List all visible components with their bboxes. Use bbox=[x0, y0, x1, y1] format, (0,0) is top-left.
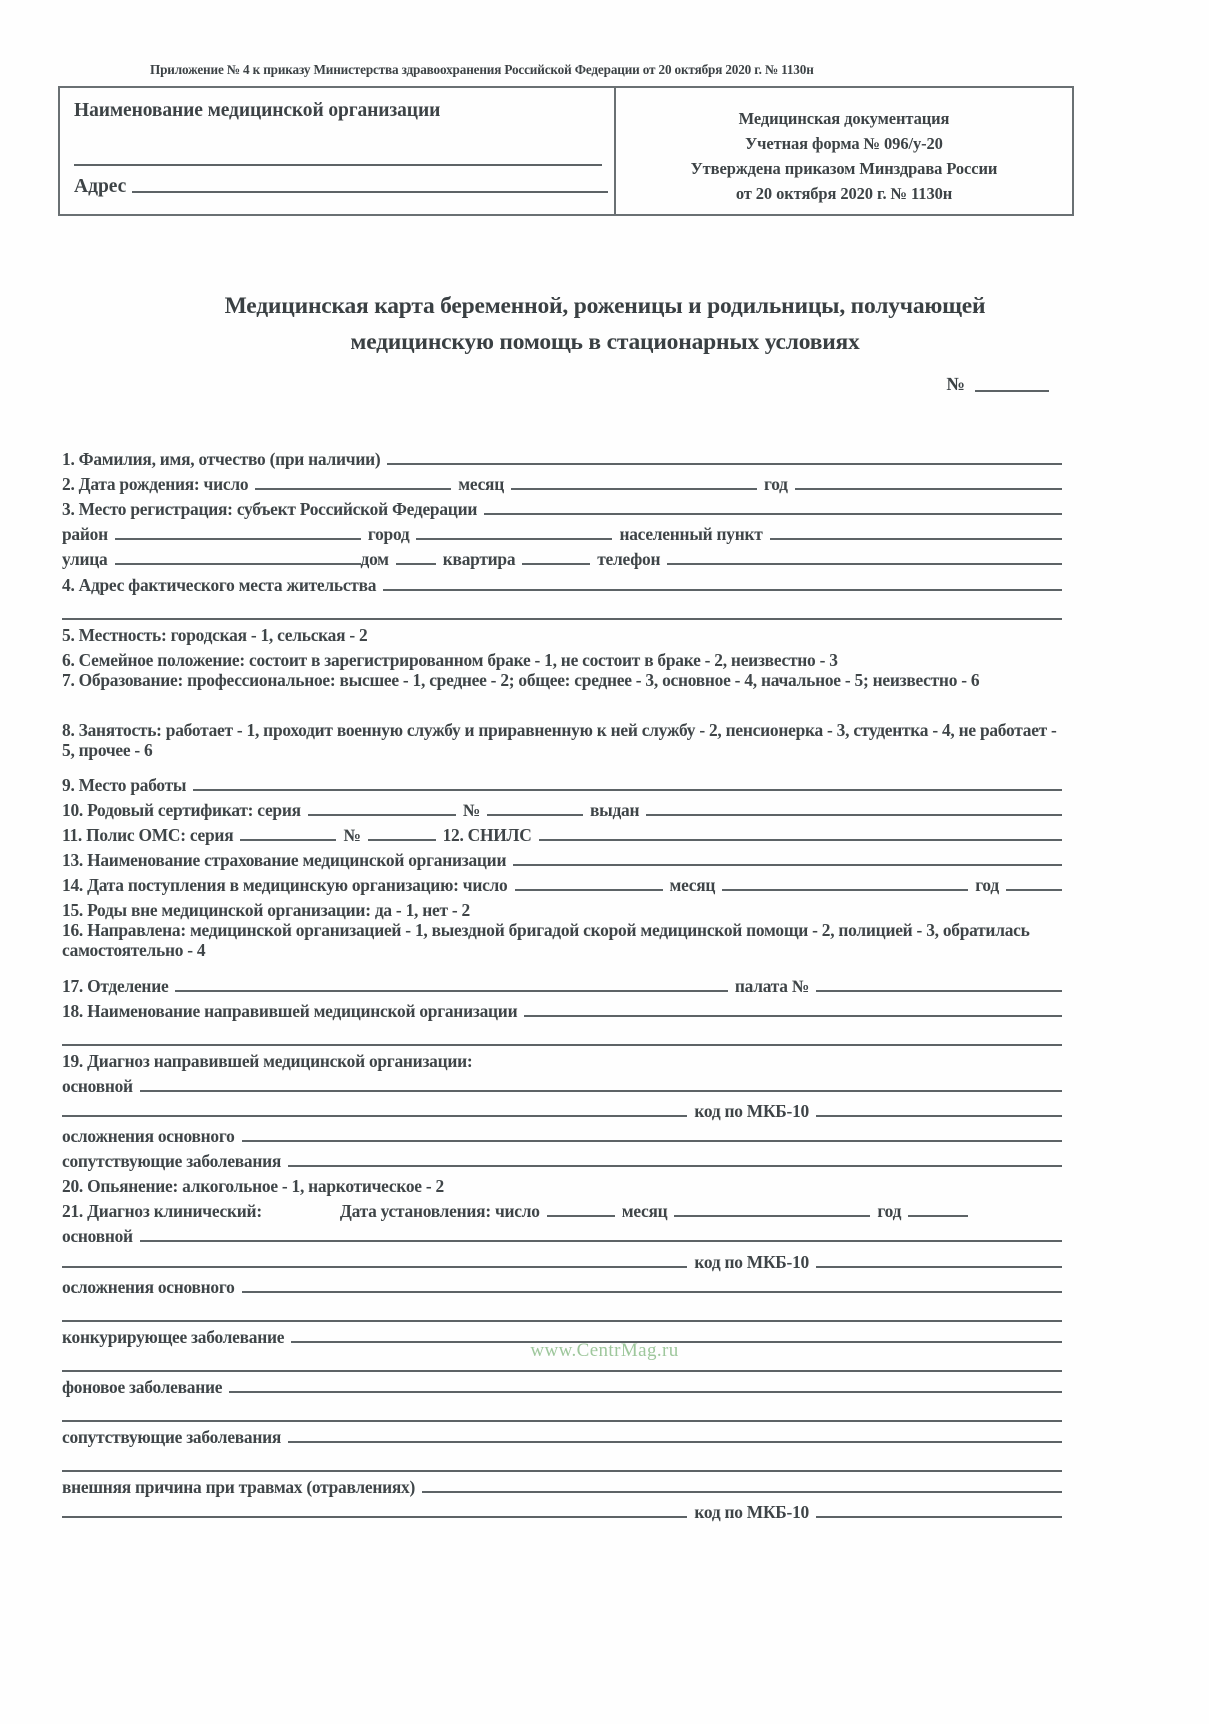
address-fill[interactable] bbox=[132, 190, 608, 193]
field-workplace-fill[interactable] bbox=[193, 774, 1062, 791]
field-clinical-complications-fill[interactable] bbox=[242, 1276, 1062, 1293]
field-city-fill[interactable] bbox=[416, 523, 612, 540]
field-clinical-diagnosis bbox=[62, 1196, 1062, 1221]
field-admission-year-label: год bbox=[975, 875, 999, 896]
field-external-cause-fill-2[interactable] bbox=[62, 1501, 687, 1518]
field-clinical-day-fill[interactable] bbox=[547, 1200, 615, 1217]
field-external-cause bbox=[62, 1472, 1062, 1497]
field-phone-label: телефон bbox=[597, 549, 661, 570]
field-referral-complications bbox=[62, 1121, 1062, 1146]
field-competing-disease-line2 bbox=[62, 1347, 1062, 1372]
field-education bbox=[62, 670, 1062, 720]
field-referral-main-label: основной bbox=[62, 1075, 133, 1096]
header-table bbox=[58, 86, 1074, 216]
field-ward-label: палата № bbox=[734, 975, 809, 996]
document-title bbox=[60, 288, 1150, 360]
field-actual-address-label: 4. Адрес фактического места жительства bbox=[62, 574, 377, 595]
field-oms-number-fill[interactable] bbox=[368, 824, 436, 841]
field-workplace bbox=[62, 770, 1062, 795]
approved-by-label: Утверждена приказом Минздрава России bbox=[690, 159, 998, 178]
field-competing-disease-fill-2[interactable] bbox=[62, 1370, 1062, 1372]
field-settlement-fill[interactable] bbox=[770, 523, 1062, 540]
field-registration-street bbox=[62, 544, 1062, 569]
field-clinical-diagnosis-label: 21. Диагноз клинический: bbox=[62, 1201, 262, 1222]
field-clinical-icd-fill[interactable] bbox=[816, 1251, 1062, 1268]
document-title-line-2: медицинскую помощь в стационарных условиях bbox=[350, 329, 860, 355]
field-district-label: район bbox=[62, 524, 108, 545]
field-clinical-month-label: месяц bbox=[621, 1201, 668, 1222]
field-department-label: 17. Отделение bbox=[62, 975, 169, 996]
field-births-outside bbox=[62, 895, 1062, 920]
field-admission-day-fill[interactable] bbox=[515, 874, 663, 891]
header-right-cell bbox=[616, 88, 1072, 214]
field-external-cause-label: внешняя причина при травмах (отравлениях) bbox=[62, 1477, 416, 1498]
field-referral-diagnosis-label: 19. Диагноз направившей медицинской организации: bbox=[62, 1050, 473, 1071]
field-referral-main-fill-2[interactable] bbox=[62, 1100, 687, 1117]
field-external-cause-icd-fill[interactable] bbox=[816, 1501, 1062, 1518]
field-clinical-main-icd bbox=[62, 1246, 1062, 1271]
field-birth-certificate-series-fill[interactable] bbox=[308, 799, 456, 816]
field-birthdate-month-label: месяц bbox=[458, 474, 504, 495]
field-oms-series-fill[interactable] bbox=[240, 824, 336, 841]
field-birth-certificate-number-label: № bbox=[462, 800, 480, 821]
organization-name-label: Наименование медицинской организации bbox=[74, 100, 441, 121]
field-clinical-year-fill[interactable] bbox=[908, 1200, 968, 1217]
form-number-label: Учетная форма № 096/у-20 bbox=[745, 134, 943, 153]
form-body bbox=[62, 444, 1062, 1522]
field-actual-address-fill[interactable] bbox=[383, 574, 1062, 591]
field-birthdate-month-fill[interactable] bbox=[511, 473, 757, 490]
field-background-disease bbox=[62, 1372, 1062, 1397]
field-clinical-concomitant-fill-2[interactable] bbox=[62, 1470, 1062, 1472]
field-clinical-icd-label: код по МКБ-10 bbox=[694, 1251, 809, 1272]
field-admission-month-fill[interactable] bbox=[722, 874, 968, 891]
field-birth-certificate-series-label: 10. Родовый сертификат: серия bbox=[62, 800, 301, 821]
field-external-cause-fill[interactable] bbox=[422, 1476, 1062, 1493]
field-actual-address-fill-2[interactable] bbox=[62, 618, 1062, 620]
field-locality-label: 5. Местность: городская - 1, сельская - 2 bbox=[62, 624, 368, 645]
field-registration-subject bbox=[62, 494, 1062, 519]
field-insurance-org-fill[interactable] bbox=[513, 849, 1062, 866]
card-number-label: № bbox=[946, 375, 965, 395]
field-department bbox=[62, 970, 1062, 995]
field-external-cause-icd bbox=[62, 1497, 1062, 1522]
field-phone-fill[interactable] bbox=[667, 548, 1062, 565]
field-clinical-complications-line2 bbox=[62, 1297, 1062, 1322]
medical-documentation-label: Медицинская документация bbox=[738, 109, 950, 128]
watermark: www.CentrMag.ru bbox=[530, 1340, 679, 1361]
field-house-label: дом bbox=[360, 549, 389, 570]
field-house-fill[interactable] bbox=[396, 548, 436, 565]
field-referral-main-fill[interactable] bbox=[140, 1075, 1062, 1092]
address-row bbox=[74, 176, 608, 198]
field-oms-policy bbox=[62, 820, 1062, 845]
card-number-row bbox=[946, 375, 1049, 396]
field-referral-concomitant-fill[interactable] bbox=[288, 1150, 1062, 1167]
approval-date-label: от 20 октября 2020 г. № 1130н bbox=[735, 184, 953, 203]
field-clinical-concomitant bbox=[62, 1422, 1062, 1447]
field-clinical-concomitant-fill[interactable] bbox=[288, 1426, 1062, 1443]
field-clinical-concomitant-label: сопутствующие заболевания bbox=[62, 1427, 282, 1448]
field-birthdate-day-label: 2. Дата рождения: число bbox=[62, 474, 249, 495]
field-fio bbox=[62, 444, 1062, 469]
field-birth-certificate-issued-fill[interactable] bbox=[646, 799, 1062, 816]
header-left-cell bbox=[60, 88, 616, 214]
field-apartment-label: квартира bbox=[442, 549, 516, 570]
field-district-fill[interactable] bbox=[115, 523, 361, 540]
field-oms-number-label: № bbox=[343, 825, 361, 846]
field-apartment-fill[interactable] bbox=[522, 548, 590, 565]
field-intoxication-label: 20. Опьянение: алкогольное - 1, наркотическое - 2 bbox=[62, 1176, 444, 1197]
field-referral-concomitant bbox=[62, 1146, 1062, 1171]
field-oms-series-label: 11. Полис ОМС: серия bbox=[62, 825, 234, 846]
field-birthdate-day-fill[interactable] bbox=[255, 473, 451, 490]
field-actual-address-line2 bbox=[62, 595, 1062, 620]
field-birth-certificate-issued-label: выдан bbox=[590, 800, 640, 821]
field-referral-concomitant-label: сопутствующие заболевания bbox=[62, 1151, 282, 1172]
field-referral-complications-label: осложнения основного bbox=[62, 1126, 235, 1147]
field-background-disease-label: фоновое заболевание bbox=[62, 1377, 223, 1397]
field-employment-label: 8. Занятость: работает - 1, проходит военную службу и приравненную к ней службу - 2, пенсионерка - 3, студентка - 4, не работает - 5, прочее - 6 bbox=[62, 719, 1057, 760]
card-number-fill[interactable] bbox=[975, 375, 1049, 392]
field-admission-date bbox=[62, 870, 1062, 895]
field-employment bbox=[62, 720, 1062, 770]
field-birth-certificate-number-fill[interactable] bbox=[487, 799, 583, 816]
field-referring-org-fill-2[interactable] bbox=[62, 1044, 1062, 1046]
field-marital-status bbox=[62, 645, 1062, 670]
field-referral-complications-fill[interactable] bbox=[242, 1125, 1062, 1142]
field-fio-label: 1. Фамилия, имя, отчество (при наличии) bbox=[62, 449, 381, 470]
field-snils-fill[interactable] bbox=[539, 824, 1062, 841]
document-reference-line: Приложение № 4 к приказу Министерства здравоохранения Российской Федерации от 20 октября 2020 г. № 1130н bbox=[150, 62, 814, 77]
field-competing-disease-fill[interactable] bbox=[291, 1326, 1062, 1343]
field-referral-main bbox=[62, 1071, 1062, 1096]
field-settlement-label: населенный пункт bbox=[619, 524, 763, 545]
field-marital-status-label: 6. Семейное положение: состоит в зарегистрированном браке - 1, не состоит в браке - 2, неизвестно - 3 bbox=[62, 649, 838, 670]
field-referral-diagnosis bbox=[62, 1046, 1062, 1071]
field-admission-day-label: 14. Дата поступления в медицинскую организацию: число bbox=[62, 875, 508, 896]
field-referral-main-icd bbox=[62, 1096, 1062, 1121]
field-fio-fill[interactable] bbox=[387, 448, 1062, 465]
field-birthdate-year-fill[interactable] bbox=[795, 473, 1062, 490]
address-label: Адрес bbox=[74, 176, 127, 197]
field-competing-disease-label: конкурирующее заболевание bbox=[62, 1326, 285, 1347]
field-registration-subject-fill[interactable] bbox=[484, 498, 1062, 515]
field-referring-org-fill[interactable] bbox=[524, 1000, 1062, 1017]
field-insurance-org-label: 13. Наименование страхование медицинской организации bbox=[62, 850, 507, 871]
field-ward-fill[interactable] bbox=[816, 975, 1062, 992]
field-clinical-year-label: год bbox=[877, 1201, 902, 1222]
document-title-line-1: Медицинская карта беременной, роженицы и родильницы, получающей bbox=[224, 293, 986, 319]
field-education-label: 7. Образование: профессиональное: высшее - 1, среднее - 2; общее: среднее - 3, основное - 4, начальное - 5; неизвестно - 6 bbox=[62, 669, 980, 690]
field-background-disease-fill[interactable] bbox=[229, 1376, 1062, 1393]
field-admission-month-label: месяц bbox=[669, 875, 716, 896]
field-snils-label: 12. СНИЛС bbox=[442, 825, 532, 846]
field-referring-org bbox=[62, 996, 1062, 1021]
field-registration-subject-label: 3. Место регистрация: субъект Российской Федерации bbox=[62, 499, 478, 520]
field-referred-by bbox=[62, 920, 1062, 970]
field-clinical-main-fill[interactable] bbox=[140, 1225, 1062, 1242]
field-referral-icd-fill[interactable] bbox=[816, 1100, 1062, 1117]
field-admission-year-fill[interactable] bbox=[1006, 874, 1062, 891]
field-clinical-complications bbox=[62, 1272, 1062, 1297]
field-clinical-date-label: Дата установления: число bbox=[339, 1201, 540, 1222]
field-background-disease-line2 bbox=[62, 1397, 1062, 1422]
field-birth-certificate bbox=[62, 795, 1062, 820]
field-clinical-main-fill-2[interactable] bbox=[62, 1251, 687, 1268]
field-registration-district bbox=[62, 519, 1062, 544]
field-external-cause-icd-label: код по МКБ-10 bbox=[694, 1502, 809, 1523]
field-city-label: город bbox=[367, 524, 410, 545]
field-referred-by-label: 16. Направлена: медицинской организацией - 1, выездной бригадой скорой медицинской помощи - 2, полицией - 3, обратилась самостоятельно - 4 bbox=[62, 920, 1030, 961]
field-clinical-concomitant-line2 bbox=[62, 1447, 1062, 1472]
field-referring-org-line2 bbox=[62, 1021, 1062, 1046]
field-clinical-main bbox=[62, 1221, 1062, 1246]
field-insurance-org bbox=[62, 845, 1062, 870]
field-workplace-label: 9. Место работы bbox=[62, 774, 187, 795]
field-background-disease-fill-2[interactable] bbox=[62, 1420, 1062, 1422]
field-street-fill[interactable] bbox=[115, 548, 361, 565]
field-births-outside-label: 15. Роды вне медицинской организации: да - 1, нет - 2 bbox=[62, 900, 470, 921]
field-actual-address bbox=[62, 569, 1062, 594]
field-clinical-month-fill[interactable] bbox=[674, 1200, 870, 1217]
field-clinical-complications-label: осложнения основного bbox=[62, 1276, 235, 1297]
field-locality bbox=[62, 620, 1062, 645]
field-referring-org-label: 18. Наименование направившей медицинской организации bbox=[62, 1000, 518, 1021]
field-birthdate bbox=[62, 469, 1062, 494]
field-street-label: улица bbox=[62, 549, 108, 570]
field-intoxication bbox=[62, 1171, 1062, 1196]
field-competing-disease bbox=[62, 1322, 1062, 1347]
field-birthdate-year-label: год bbox=[763, 474, 788, 495]
field-department-fill[interactable] bbox=[175, 975, 727, 992]
field-clinical-main-label: основной bbox=[62, 1226, 133, 1247]
field-clinical-complications-fill-2[interactable] bbox=[62, 1320, 1062, 1322]
field-referral-icd-label: код по МКБ-10 bbox=[694, 1100, 809, 1121]
organization-name-fill[interactable] bbox=[74, 164, 602, 166]
